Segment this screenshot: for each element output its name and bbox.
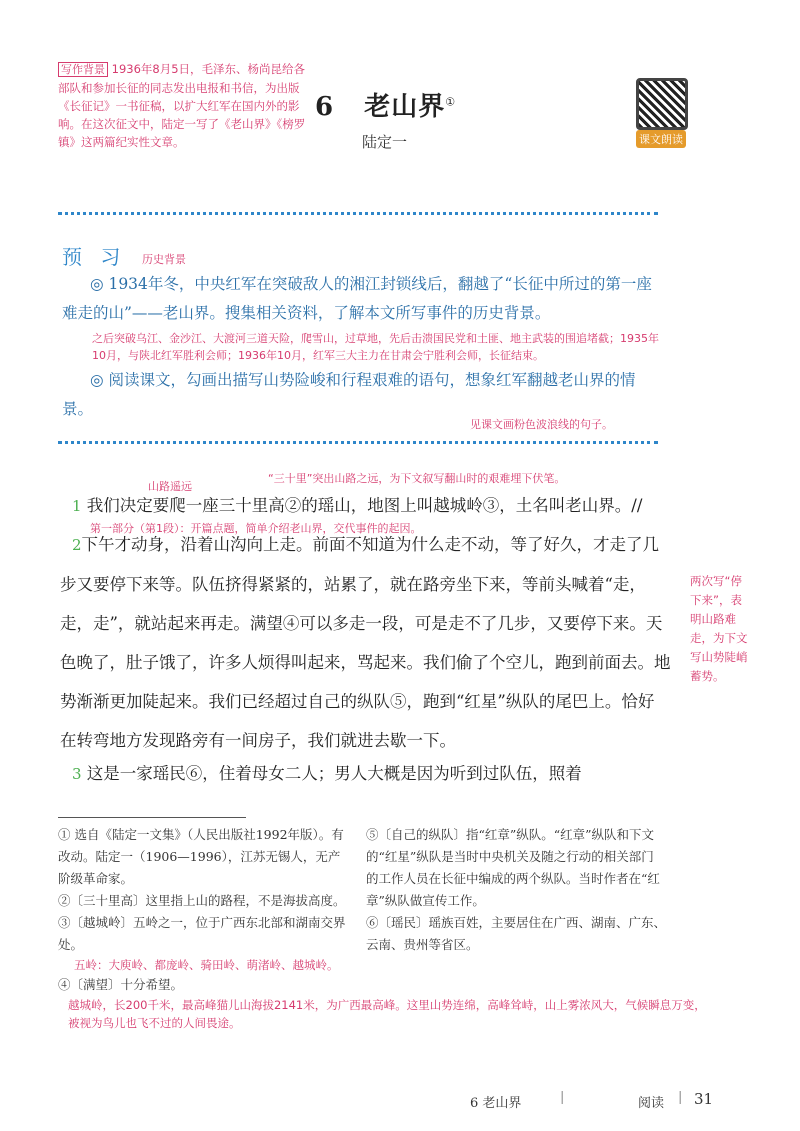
yuecheng-handnote: 越城岭，长200千米，最高峰猫儿山海拔2141米，为广西最高峰。这里山势连绵，高峰耸峙，山上雾浓风大，气候瞬息万变，被视为鸟儿也飞不过的人间畏途。 <box>68 998 706 1030</box>
preview-item-2-handnote: 见课文画粉色波浪线的句子。 <box>470 418 613 431</box>
footer-separator: | <box>560 1090 565 1105</box>
footnotes-right <box>366 824 666 956</box>
paragraph-number: 1 <box>72 497 82 515</box>
paragraph-text: 这是一家瑶民⑥，住着母女二人；男人大概是因为听到过队伍，照着 <box>86 764 582 783</box>
paragraph-number: 2 <box>72 536 82 554</box>
footnote-2: ②〔三十里高〕这里指上山的路程，不是海拔高度。 <box>58 893 346 908</box>
annotation-side-stop: 两次写“停下来”，表明山路难走，为下文写山势陡峭蓄势。 <box>690 574 748 683</box>
footer-section: 阅读 <box>638 1096 665 1111</box>
divider-top <box>58 212 658 215</box>
footnote-6: ⑥〔瑶民〕瑶族百姓，主要居住在广西、湖南、广东、云南、贵州等省区。 <box>366 915 667 952</box>
footer-lesson: 6 老山界 <box>470 1096 522 1111</box>
footnote-4: ④〔满望〕十分希望。 <box>58 977 184 992</box>
paragraph-text: 我们决定要爬一座三十里高②的瑶山，地图上叫越城岭③，土名叫老山界。// <box>86 496 643 515</box>
divider-bottom <box>58 441 658 444</box>
annotation-far-road: 山路遥远 <box>148 480 192 493</box>
author-name: 陆定一 <box>362 133 408 151</box>
preview-item-1: ◎ 1934年冬，中央红军在突破敌人的湘江封锁线后，翻越了“长征中所过的第一座难走的山”——老山界。搜集相关资料，了解本文所写事件的历史背景。 <box>62 275 652 322</box>
paragraph-number: 3 <box>72 765 82 783</box>
audio-reading-label[interactable]: 课文朗读 <box>636 130 686 148</box>
paragraph-line: 在转弯地方发现路旁有一间房子，我们就进去歇一下。 <box>60 731 456 750</box>
preview-item-1-handnote: 之后突破乌江、金沙江、大渡河三道天险，爬雪山，过草地，先后击溃国民党和土匪、地主武装的围追堵截；1935年10月，与陕北红军胜利会师；1936年10月，红军三大主力在甘肃会宁胜利会师，长征结束。 <box>92 332 659 362</box>
lesson-title-text: 老山界 <box>364 92 446 122</box>
footnote-5: ⑤〔自己的纵队〕指“红章”纵队。“红章”纵队和下文的“红星”纵队是当时中央机关及随之行动的相关部门的工作人员在长征中编成的两个纵队。当时作者在“红章”纵队做宣传工作。 <box>366 827 660 908</box>
footer-separator: | <box>678 1090 683 1105</box>
paragraph-line: 步又要停下来等。队伍挤得紧紧的，站累了，就在路旁坐下来，等前头喊着“走， <box>60 575 646 594</box>
annotation-part-one: 第一部分（第1段）：开篇点题，简单介绍老山界，交代事件的起因。 <box>90 522 422 535</box>
title-footnote-mark: ① <box>445 95 457 109</box>
history-background-annotation: 历史背景 <box>142 253 186 266</box>
paragraph-2 <box>60 525 671 760</box>
writing-background-note <box>58 60 308 151</box>
lesson-title <box>315 86 456 123</box>
paragraph-line: 走，走”，就站起来再走。满望④可以多走一段，可是走不了几步，又要停下来。天 <box>60 614 663 633</box>
five-ridges-handnote: 五岭：大庾岭、都庞岭、骑田岭、萌渚岭、越城岭。 <box>74 958 339 972</box>
writing-background-tag: 写作背景 <box>58 62 108 77</box>
footnotes-left <box>58 824 348 996</box>
paragraph-3 <box>72 754 672 794</box>
preview-item-2: ◎ 阅读课文，勾画出描写山势险峻和行程艰难的语句，想象红军翻越老山界的情景。 <box>62 371 636 418</box>
footnote-rule <box>58 817 246 818</box>
page-number: 31 <box>694 1090 714 1108</box>
preview-heading: 预 习 <box>62 245 127 269</box>
lesson-number: 6 <box>315 92 335 122</box>
paragraph-line: 下午才动身，沿着山沟向上走。前面不知道为什么走不动，等了好久，才走了几 <box>81 535 660 554</box>
footnote-1: ① 选自《陆定一文集》（人民出版社1992年版）。有改动。陆定一（1906—1996），江苏无锡人，无产阶级革命家。 <box>58 827 344 886</box>
footnote-3: ③〔越城岭〕五岭之一，位于广西东北部和湖南交界处。 <box>58 915 346 952</box>
paragraph-line: 色晚了，肚子饿了，许多人烦得叫起来，骂起来。我们偷了个空儿，跑到前面去。地 <box>60 653 671 672</box>
annotation-thirty-li: “三十里”突出山路之远，为下文叙写翻山时的艰难埋下伏笔。 <box>268 472 566 485</box>
qr-code-icon[interactable] <box>636 78 688 130</box>
writing-background-text: 1936年8月5日，毛泽东、杨尚昆给各部队和参加长征的同志发出电报和书信，为出版《长征记》一书征稿，以扩大红军在国内外的影响。在这次征文中，陆定一写了《老山界》《榜罗镇》这两篇纪实性文章。 <box>58 62 306 149</box>
paragraph-line: 势渐渐更加陡起来。我们已经超过自己的纵队⑤，跑到“红星”纵队的尾巴上。恰好 <box>60 692 655 711</box>
